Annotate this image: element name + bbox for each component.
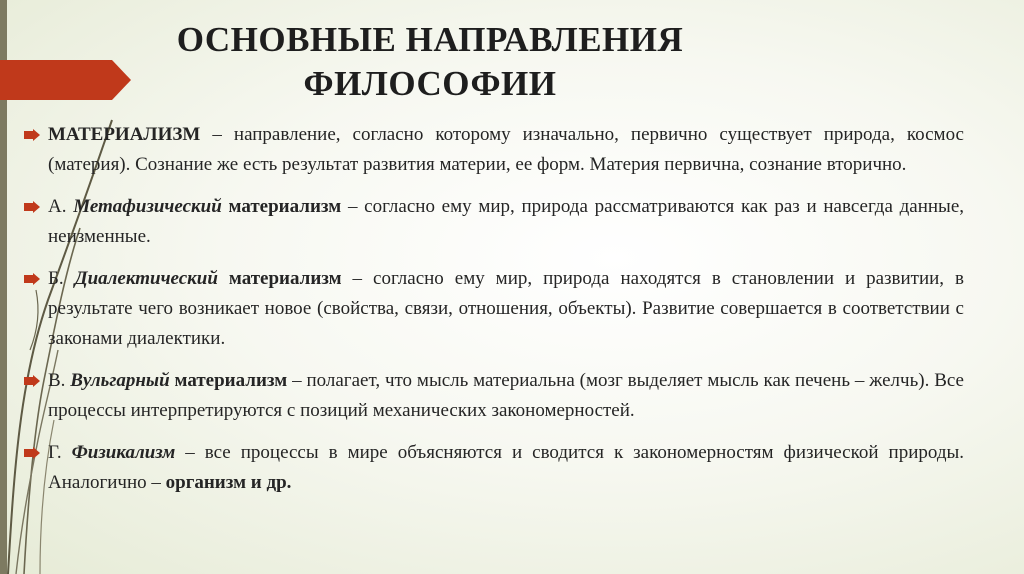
item-prefix: А.: [48, 196, 74, 217]
item-text: – все процессы в мире объясняются и сводится к закономерностям физической природы. Аналогично –: [48, 442, 965, 493]
list-item-materialism: [18, 120, 964, 180]
term: материализм: [217, 268, 342, 289]
item-prefix: Б.: [48, 268, 75, 289]
qualifier: Метафизический: [73, 196, 222, 217]
item-text: – направление, согласно которому изначально, первично существует природа, космос (материя). Сознание же есть результат развития материи, ее форм. Материя первична, сознание вторично.: [48, 124, 964, 175]
qualifier: Вульгарный: [70, 370, 170, 391]
tail-bold: организм и др.: [165, 472, 292, 493]
item-text: – согласно ему мир, природа рассматриваются как раз и навсегда данные, неизменные.: [48, 196, 965, 247]
list-item-metaphysical: [18, 192, 964, 252]
slide-title: [120, 18, 740, 106]
bullet-list: [18, 120, 964, 510]
arrow-bullet-icon: [24, 375, 40, 387]
item-prefix: Г.: [48, 442, 72, 463]
term: МАТЕРИАЛИЗМ: [48, 124, 201, 145]
item-prefix: В.: [48, 370, 71, 391]
term: материализм: [169, 370, 288, 391]
arrow-bullet-icon: [24, 201, 40, 213]
list-item-vulgar: [18, 366, 964, 426]
qualifier: Диалектический: [74, 268, 218, 289]
item-text: – полагает, что мысль материальна (мозг выделяет мысль как печень – желчь). Все процессы интерпретируются с позиций механических закономерностей.: [48, 370, 964, 421]
term: материализм: [221, 196, 342, 217]
arrow-bullet-icon: [24, 273, 40, 285]
qualifier: Физикализм: [71, 442, 176, 463]
title-line-2: ФИЛОСОФИИ: [303, 64, 557, 103]
list-item-physicalism: [18, 438, 964, 498]
item-text: – согласно ему мир, природа находятся в становлении и развитии, в результате чего возникает новое (свойства, связи, отношения, объекты). Развитие совершается в соответствии с законами диалектики.: [48, 268, 964, 349]
arrow-bullet-icon: [24, 129, 40, 141]
arrow-bullet-icon: [24, 447, 40, 459]
list-item-dialectical: [18, 264, 964, 354]
red-banner-arrow: [0, 60, 131, 100]
title-line-1: ОСНОВНЫЕ НАПРАВЛЕНИЯ: [176, 20, 684, 59]
